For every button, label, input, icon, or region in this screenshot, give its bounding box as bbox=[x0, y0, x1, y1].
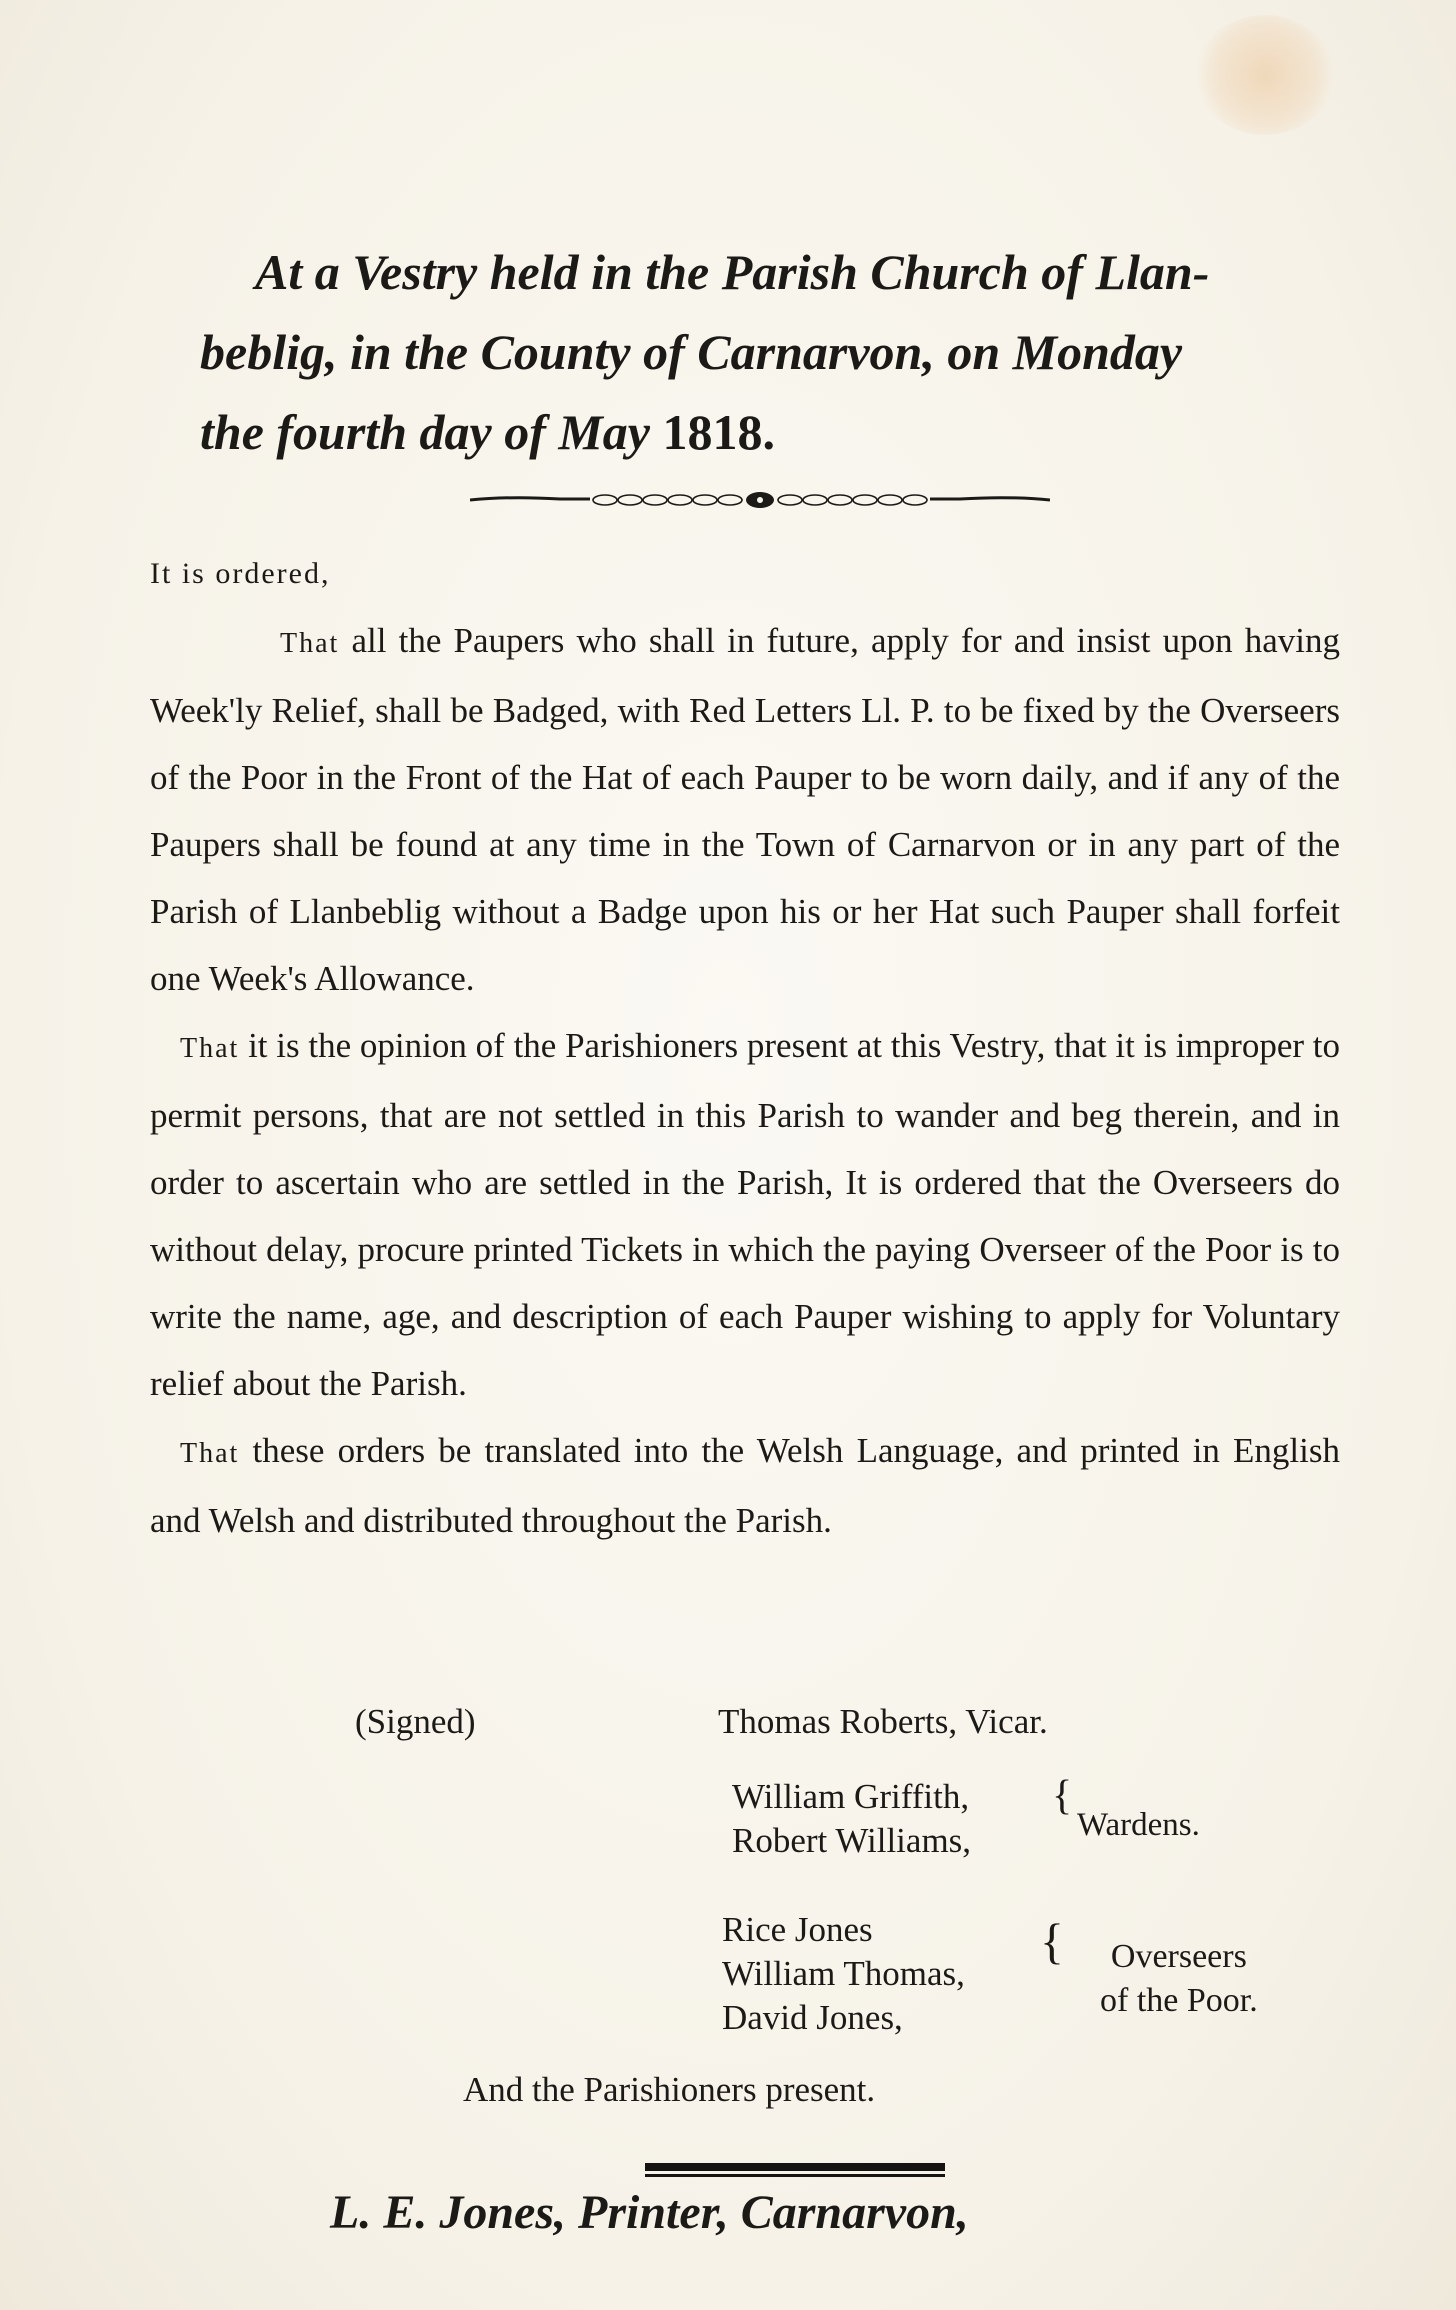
heading-date: the fourth day of May bbox=[200, 404, 663, 460]
overseers-names bbox=[722, 1908, 965, 2040]
heading-year: 1818. bbox=[662, 404, 775, 460]
vicar-signature: Thomas Roberts, Vicar. bbox=[718, 1702, 1048, 1741]
order-paragraph-1 bbox=[150, 607, 1340, 1012]
overseers-brace: { bbox=[1040, 1913, 1064, 1969]
paper-stain bbox=[1195, 15, 1335, 135]
printer-rule bbox=[645, 2163, 945, 2171]
overseer-1: Rice Jones bbox=[722, 1910, 873, 1949]
heading-line-1: At a Vestry held in the Parish Church of Llan- bbox=[255, 244, 1210, 300]
signed-label: (Signed) bbox=[355, 1702, 476, 1741]
ordered-caption: It is ordered, bbox=[150, 557, 331, 590]
heading-line-3 bbox=[200, 392, 1350, 472]
paragraph-2-lead: That bbox=[180, 1033, 240, 1064]
paragraph-3-text: these orders be translated into the Welsh Language, and printed in English and Welsh and distributed throughout the Parish. bbox=[150, 1431, 1340, 1540]
paragraph-1-text: all the Paupers who shall in future, apply for and insist upon having Week'ly Relief, shall be Badged, with Red Letters Ll. P. to be fixed by the Overseers of the Poor in the Front of the Hat of each Pauper to be worn daily, and if any of the Paupers shall be found at any time in the Town of Carnarvon or in any part of the Parish of Llanbeblig without a Badge upon his or her Hat such Pauper shall forfeit one Week's Allowance. bbox=[150, 621, 1340, 998]
warden-1: William Griffith, bbox=[732, 1777, 970, 1816]
wardens-brace: { bbox=[1052, 1773, 1073, 1819]
wardens-label: Wardens. bbox=[1077, 1807, 1200, 1843]
ornament-divider bbox=[470, 480, 1050, 520]
overseers-label-line-1: Overseers bbox=[1110, 1938, 1247, 1975]
overseers-label-line-2: of the Poor. bbox=[1100, 1982, 1258, 2019]
paragraph-2-text: it is the opinion of the Parishioners present at this Vestry, that it is improper to permit persons, that are not settled in this Parish to wander and beg therein, and in order to ascertain who are settled in the Parish, It is ordered that the Overseers do without delay, procure printed Tickets in which the paying Overseer of the Poor is to write the name, age, and description of each Pauper wishing to apply for Voluntary relief about the Parish. bbox=[150, 1026, 1340, 1403]
overseer-2: William Thomas, bbox=[722, 1954, 965, 1993]
paragraph-3-lead: That bbox=[180, 1438, 240, 1469]
warden-2: Robert Williams, bbox=[732, 1821, 972, 1860]
overseers-label bbox=[1100, 1935, 1258, 2023]
paragraph-1-lead: That bbox=[280, 628, 340, 659]
printer-rule-thin bbox=[645, 2174, 945, 2177]
order-body bbox=[150, 540, 1340, 1554]
document-heading bbox=[200, 232, 1350, 472]
overseer-3: David Jones, bbox=[722, 1998, 903, 2037]
parishioners-line: And the Parishioners present. bbox=[463, 2070, 876, 2109]
heading-line-2: beblig, in the County of Carnarvon, on Monday bbox=[200, 324, 1183, 380]
order-paragraph-3 bbox=[150, 1417, 1340, 1554]
wardens-names bbox=[732, 1775, 971, 1863]
order-paragraph-2 bbox=[150, 1012, 1340, 1417]
printer-imprint: L. E. Jones, Printer, Carnarvon, bbox=[330, 2186, 969, 2239]
